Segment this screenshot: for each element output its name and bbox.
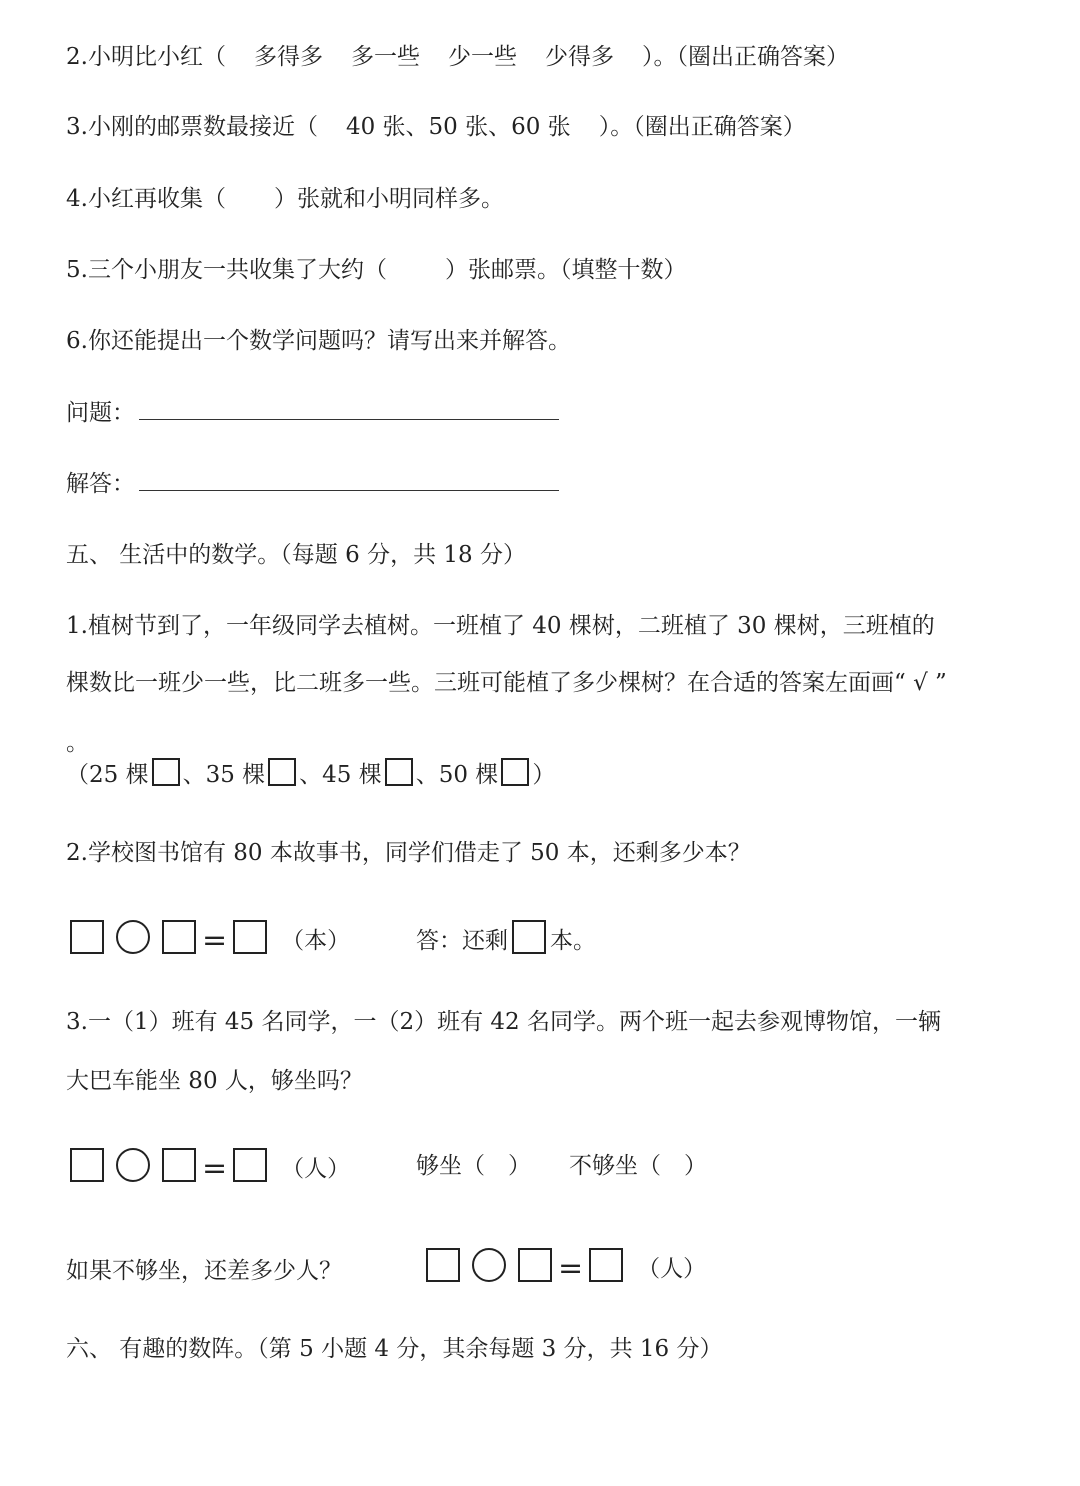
q2-option-3[interactable]: 少一些 [447, 44, 517, 70]
section-6-title: 六、 有趣的数阵。（第 5 小题 4 分，其余每题 3 分，共 16 分） [66, 1336, 723, 1362]
q3-suffix: ）。（圈出正确答案） [598, 114, 806, 140]
equals-sign: = [558, 1251, 584, 1286]
equation-unit: （人） [637, 1256, 707, 1282]
operator-circle[interactable] [116, 1148, 150, 1182]
problem-5-1-line-2: 棵数比一班少一些，比二班多一些。三班可能植了多少棵树？在合适的答案左面画“ √ ” [66, 670, 947, 696]
problem-5-3-line-1: 3.一（1）班有 45 名同学，一（2）班有 42 名同学。两个班一起去参观博物馆，一辆 [66, 1009, 941, 1035]
question-2 [66, 42, 849, 72]
q3-prefix: 3.小刚的邮票数最接近（ [66, 114, 318, 140]
problem-5-2-answer [416, 920, 596, 959]
q3-options[interactable]: 40 张、50 张、60 张 [345, 114, 571, 140]
section-5-title: 五、 生活中的数学。（每题 6 分，共 18 分） [66, 542, 526, 568]
operand-2-box[interactable] [162, 920, 196, 954]
result-box[interactable] [233, 1148, 267, 1182]
answer-row [66, 469, 559, 499]
q2-prefix: 2.小明比小红（ [66, 44, 226, 70]
option-50-label: 、50 棵 [415, 762, 499, 788]
answer-prefix: 答：还剩 [416, 928, 508, 954]
operand-1-box[interactable] [426, 1248, 460, 1282]
options-open-paren: （ [66, 762, 89, 788]
equation-unit: （本） [281, 928, 351, 954]
option-50-checkbox[interactable] [501, 758, 529, 786]
result-box[interactable] [589, 1248, 623, 1282]
problem-5-2-text: 2.学校图书馆有 80 本故事书，同学们借走了 50 本，还剩多少本？ [66, 840, 751, 866]
operand-1-box[interactable] [70, 920, 104, 954]
answer-suffix: 本。 [550, 928, 596, 954]
q2-suffix: ）。（圈出正确答案） [641, 44, 849, 70]
question-4 [66, 184, 504, 214]
problem-5-1-line-1: 1.植树节到了，一年级同学去植树。一班植了 40 棵树，二班植了 30 棵树，三班植的 [66, 613, 935, 639]
problem-5-3-followup-equation [426, 1248, 706, 1287]
answer-answer-line[interactable] [139, 470, 559, 491]
q5-suffix: ）张邮票。（填整十数） [444, 257, 687, 283]
problem-5-3-followup: 如果不够坐，还差多少人？ [66, 1258, 342, 1284]
problem-5-3-line-2: 大巴车能坐 80 人，够坐吗？ [66, 1068, 363, 1094]
q5-prefix: 5.三个小朋友一共收集了大约（ [66, 257, 387, 283]
not-enough-choice[interactable]: 不够坐（ ） [569, 1153, 707, 1179]
enough-choice[interactable]: 够坐（ ） [416, 1153, 531, 1179]
question-3 [66, 112, 806, 142]
q2-option-2[interactable]: 多一些 [350, 44, 420, 70]
question-6: 6.你还能提出一个数学问题吗？请写出来并解答。 [66, 328, 571, 354]
problem-5-2-equation [70, 920, 350, 959]
answer-box[interactable] [512, 920, 546, 954]
equals-sign: = [202, 1151, 228, 1186]
operand-1-box[interactable] [70, 1148, 104, 1182]
q2-option-1[interactable]: 多得多 [253, 44, 323, 70]
question-label: 问题： [66, 400, 135, 426]
q2-option-4[interactable]: 少得多 [544, 44, 614, 70]
option-45-label: 、45 棵 [299, 762, 382, 788]
question-row [66, 398, 559, 428]
question-5 [66, 255, 686, 285]
answer-label: 解答： [66, 471, 135, 497]
result-box[interactable] [233, 920, 267, 954]
option-25-label: 25 棵 [89, 762, 149, 788]
option-35-checkbox[interactable] [268, 758, 296, 786]
equals-sign: = [202, 923, 228, 958]
operator-circle[interactable] [472, 1248, 506, 1282]
q4-suffix: ）张就和小明同样多。 [273, 186, 504, 212]
q4-prefix: 4.小红再收集（ [66, 186, 226, 212]
option-25-checkbox[interactable] [152, 758, 180, 786]
options-close-paren: ） [532, 762, 556, 788]
operand-2-box[interactable] [518, 1248, 552, 1282]
equation-unit: （人） [281, 1156, 351, 1182]
operator-circle[interactable] [116, 920, 150, 954]
operand-2-box[interactable] [162, 1148, 196, 1182]
problem-5-3-choices [416, 1148, 707, 1184]
problem-5-1-options [66, 758, 555, 790]
option-35-label: 、35 棵 [182, 762, 266, 788]
option-45-checkbox[interactable] [385, 758, 413, 786]
problem-5-3-equation [70, 1148, 350, 1187]
question-answer-line[interactable] [139, 399, 559, 420]
problem-5-1-line-3: 。 [66, 730, 89, 756]
